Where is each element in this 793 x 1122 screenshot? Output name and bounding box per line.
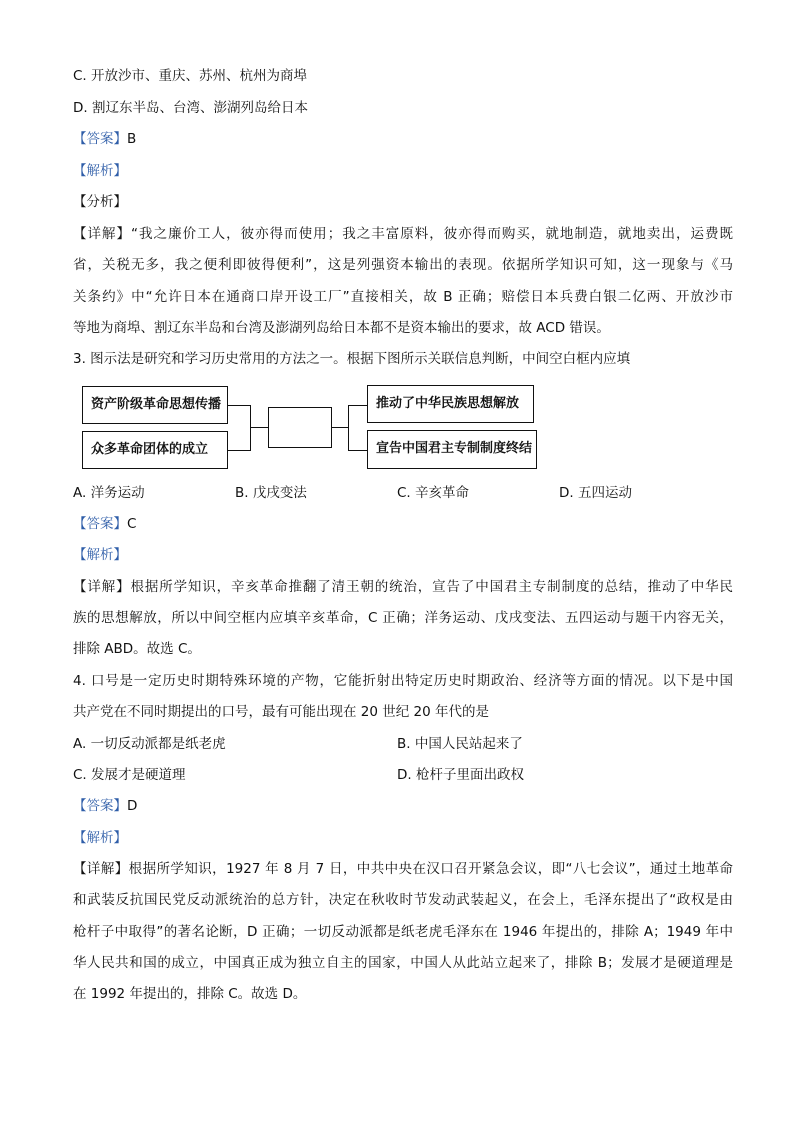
option-d: D. 割辽东半岛、台湾、澎湖列岛给日本 xyxy=(73,100,308,116)
detail-line: 在 1992 年提出的，排除 C。故选 D。 xyxy=(73,986,307,1002)
connector-line xyxy=(250,405,251,451)
diagram-box-right-top: 推动了中华民族思想解放 xyxy=(367,385,534,423)
connector-line xyxy=(228,405,250,406)
detail-line: 关条约》中“允许日本在通商口岸开设工厂”直接相关，故 B 正确；赔偿日本兵费白银二亿两、开放沙市 xyxy=(73,289,733,305)
answer-tag: 【答案】 xyxy=(73,798,127,814)
fenxi-tag: 【分析】 xyxy=(73,194,127,210)
option-c: C. 辛亥革命 xyxy=(397,485,470,501)
option-b: B. 戊戌变法 xyxy=(235,485,307,501)
answer-tag: 【答案】 xyxy=(73,131,127,147)
option-d: D. 枪杆子里面出政权 xyxy=(397,767,524,783)
answer-value: D xyxy=(127,798,138,814)
detail-line: 枪杆子中取得”的著名论断，D 正确；一切反动派都是纸老虎毛泽东在 1946 年提出的，排除 A；1949 年中 xyxy=(73,924,733,940)
detail-line: 族的思想解放，所以中间空框内应填辛亥革命，C 正确；洋务运动、戊戌变法、五四运动与题干内容无关， xyxy=(73,610,733,626)
diagram-box-left-bottom: 众多革命团体的成立 xyxy=(82,431,228,469)
option-d: D. 五四运动 xyxy=(559,485,632,501)
detail-line: 华人民共和国的成立，中国真正成为独立自主的国家，中国人从此站立起来了，排除 B；发展才是硬道理是 xyxy=(73,955,733,971)
answer-line xyxy=(73,130,733,148)
connector-line xyxy=(348,405,349,450)
connector-line xyxy=(348,450,367,451)
detail-line: 【详解】根据所学知识，1927 年 8 月 7 日，中共中央在汉口召开紧急会议，即“八七会议”，通过土地革命 xyxy=(73,861,733,877)
option-a: A. 洋务运动 xyxy=(73,485,145,501)
diagram-box-left-top: 资产阶级革命思想传播 xyxy=(82,386,228,424)
connector-line xyxy=(332,427,348,428)
analysis-tag: 【解析】 xyxy=(73,830,127,846)
detail-line: 和武装反抗国民党反动派统治的总方针，决定在秋收时节发动武装起义，在会上，毛泽东提出了“政权是由 xyxy=(73,892,733,908)
answer-value: B xyxy=(127,131,137,147)
option-a: A. 一切反动派都是纸老虎 xyxy=(73,736,226,752)
question-stem: 共产党在不同时期提出的口号，最有可能出现在 20 世纪 20 年代的是 xyxy=(73,704,490,720)
answer-value: C xyxy=(127,516,137,532)
detail-line: 等地为商埠、割辽东半岛和台湾及澎湖列岛给日本都不是资本输出的要求，故 ACD 错误。 xyxy=(73,320,610,336)
diagram-box-right-bottom: 宣告中国君主专制制度终结 xyxy=(367,430,537,469)
option-c: C. 发展才是硬道理 xyxy=(73,767,186,783)
answer-line xyxy=(73,797,733,815)
connector-line xyxy=(250,427,268,428)
answer-tag: 【答案】 xyxy=(73,516,127,532)
analysis-tag: 【解析】 xyxy=(73,547,127,563)
detail-line: 【详解】“我之廉价工人，彼亦得而使用；我之丰富原料，彼亦得而购买，就地制造，就地卖出，运费既 xyxy=(73,226,733,242)
analysis-tag: 【解析】 xyxy=(73,163,127,179)
detail-line: 【详解】根据所学知识，辛亥革命推翻了清王朝的统治，宣告了中国君主专制制度的总结，推动了中华民 xyxy=(73,579,733,595)
detail-line: 排除 ABD。故选 C。 xyxy=(73,641,201,657)
question-stem: 4. 口号是一定历史时期特殊环境的产物，它能折射出特定历史时期政治、经济等方面的情况。以下是中国 xyxy=(73,673,733,689)
option-b: B. 中国人民站起来了 xyxy=(397,736,523,752)
diagram-blank-box xyxy=(268,407,332,448)
detail-line: 省，关税无多，我之便利即彼得便利”，这是列强资本输出的表现。依据所学知识可知，这一现象与《马 xyxy=(73,257,733,273)
connector-line xyxy=(348,405,367,406)
connector-line xyxy=(228,450,250,451)
question-stem: 3. 图示法是研究和学习历史常用的方法之一。根据下图所示关联信息判断，中间空白框内应填 xyxy=(73,351,631,367)
option-c: C. 开放沙市、重庆、苏州、杭州为商埠 xyxy=(73,68,308,84)
answer-line xyxy=(73,515,733,533)
